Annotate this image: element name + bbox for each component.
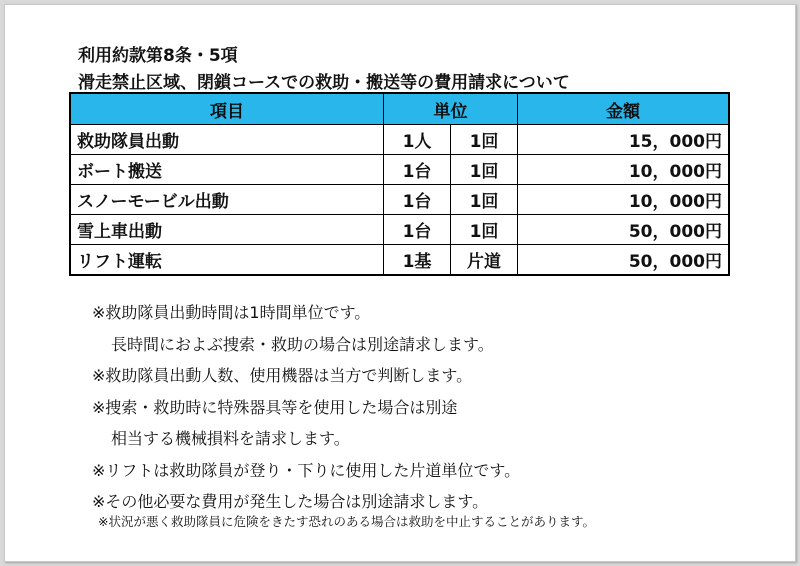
note-line: ※救助隊員出動時間は1時間単位です。 [92,303,371,322]
row-amount: 10，000円 [518,155,730,185]
note-line: 長時間におよぶ捜索・救助の場合は別途請求します。 [111,334,494,354]
note-line: ※その他必要な費用が発生した場合は別途請求します。 [92,492,489,511]
row-amount: 10，000円 [518,185,730,215]
row-item: 雪上車出動 [70,215,384,245]
row-amount: 50，000円 [518,245,730,276]
row-amount: 15，000円 [518,125,730,155]
table-row [70,215,729,245]
row-item: リフト運転 [70,245,384,276]
row-item: 救助隊員出動 [70,125,384,155]
row-unit-per: 1回 [451,125,518,155]
row-unit-qty: 1人 [384,125,451,155]
row-unit-per: 1回 [451,215,518,245]
page-title: 滑走禁止区域、閉鎖コースでの救助・搬送等の費用請求について [78,73,570,93]
table-row [70,125,729,155]
note-line: ※リフトは救助隊員が登り・下りに使用した片道単位です。 [92,460,521,480]
fee-table [69,92,730,276]
article-reference: 利用約款第8条・5項 [78,46,238,66]
row-amount: 50，000円 [518,215,730,245]
footnote: ※状況が悪く救助隊員に危険をきたす恐れのある場合は救助を中止することがあります。 [98,514,595,529]
notes-list [92,297,520,518]
row-unit-per: 1回 [451,155,518,185]
row-unit-per: 片道 [451,245,518,276]
row-unit-qty: 1台 [384,215,451,245]
table-header-row [70,93,729,125]
note-line: 相当する機械損料を請求します。 [111,429,350,448]
table-row [70,185,729,215]
row-item: ボート搬送 [70,155,384,185]
row-unit-per: 1回 [451,185,518,215]
note-line: ※救助隊員出動人数、使用機器は当方で判断します。 [92,366,473,385]
row-unit-qty: 1基 [384,245,451,276]
row-unit-qty: 1台 [384,155,451,185]
row-unit-qty: 1台 [384,185,451,215]
table-row [70,155,729,185]
row-item: スノーモービル出動 [70,185,384,215]
table-row [70,245,729,276]
header-item: 項目 [70,93,384,125]
header-unit: 単位 [384,93,518,125]
note-line: ※捜索・救助時に特殊器具等を使用した場合は別途 [92,397,458,417]
header-amount: 金額 [518,93,730,125]
